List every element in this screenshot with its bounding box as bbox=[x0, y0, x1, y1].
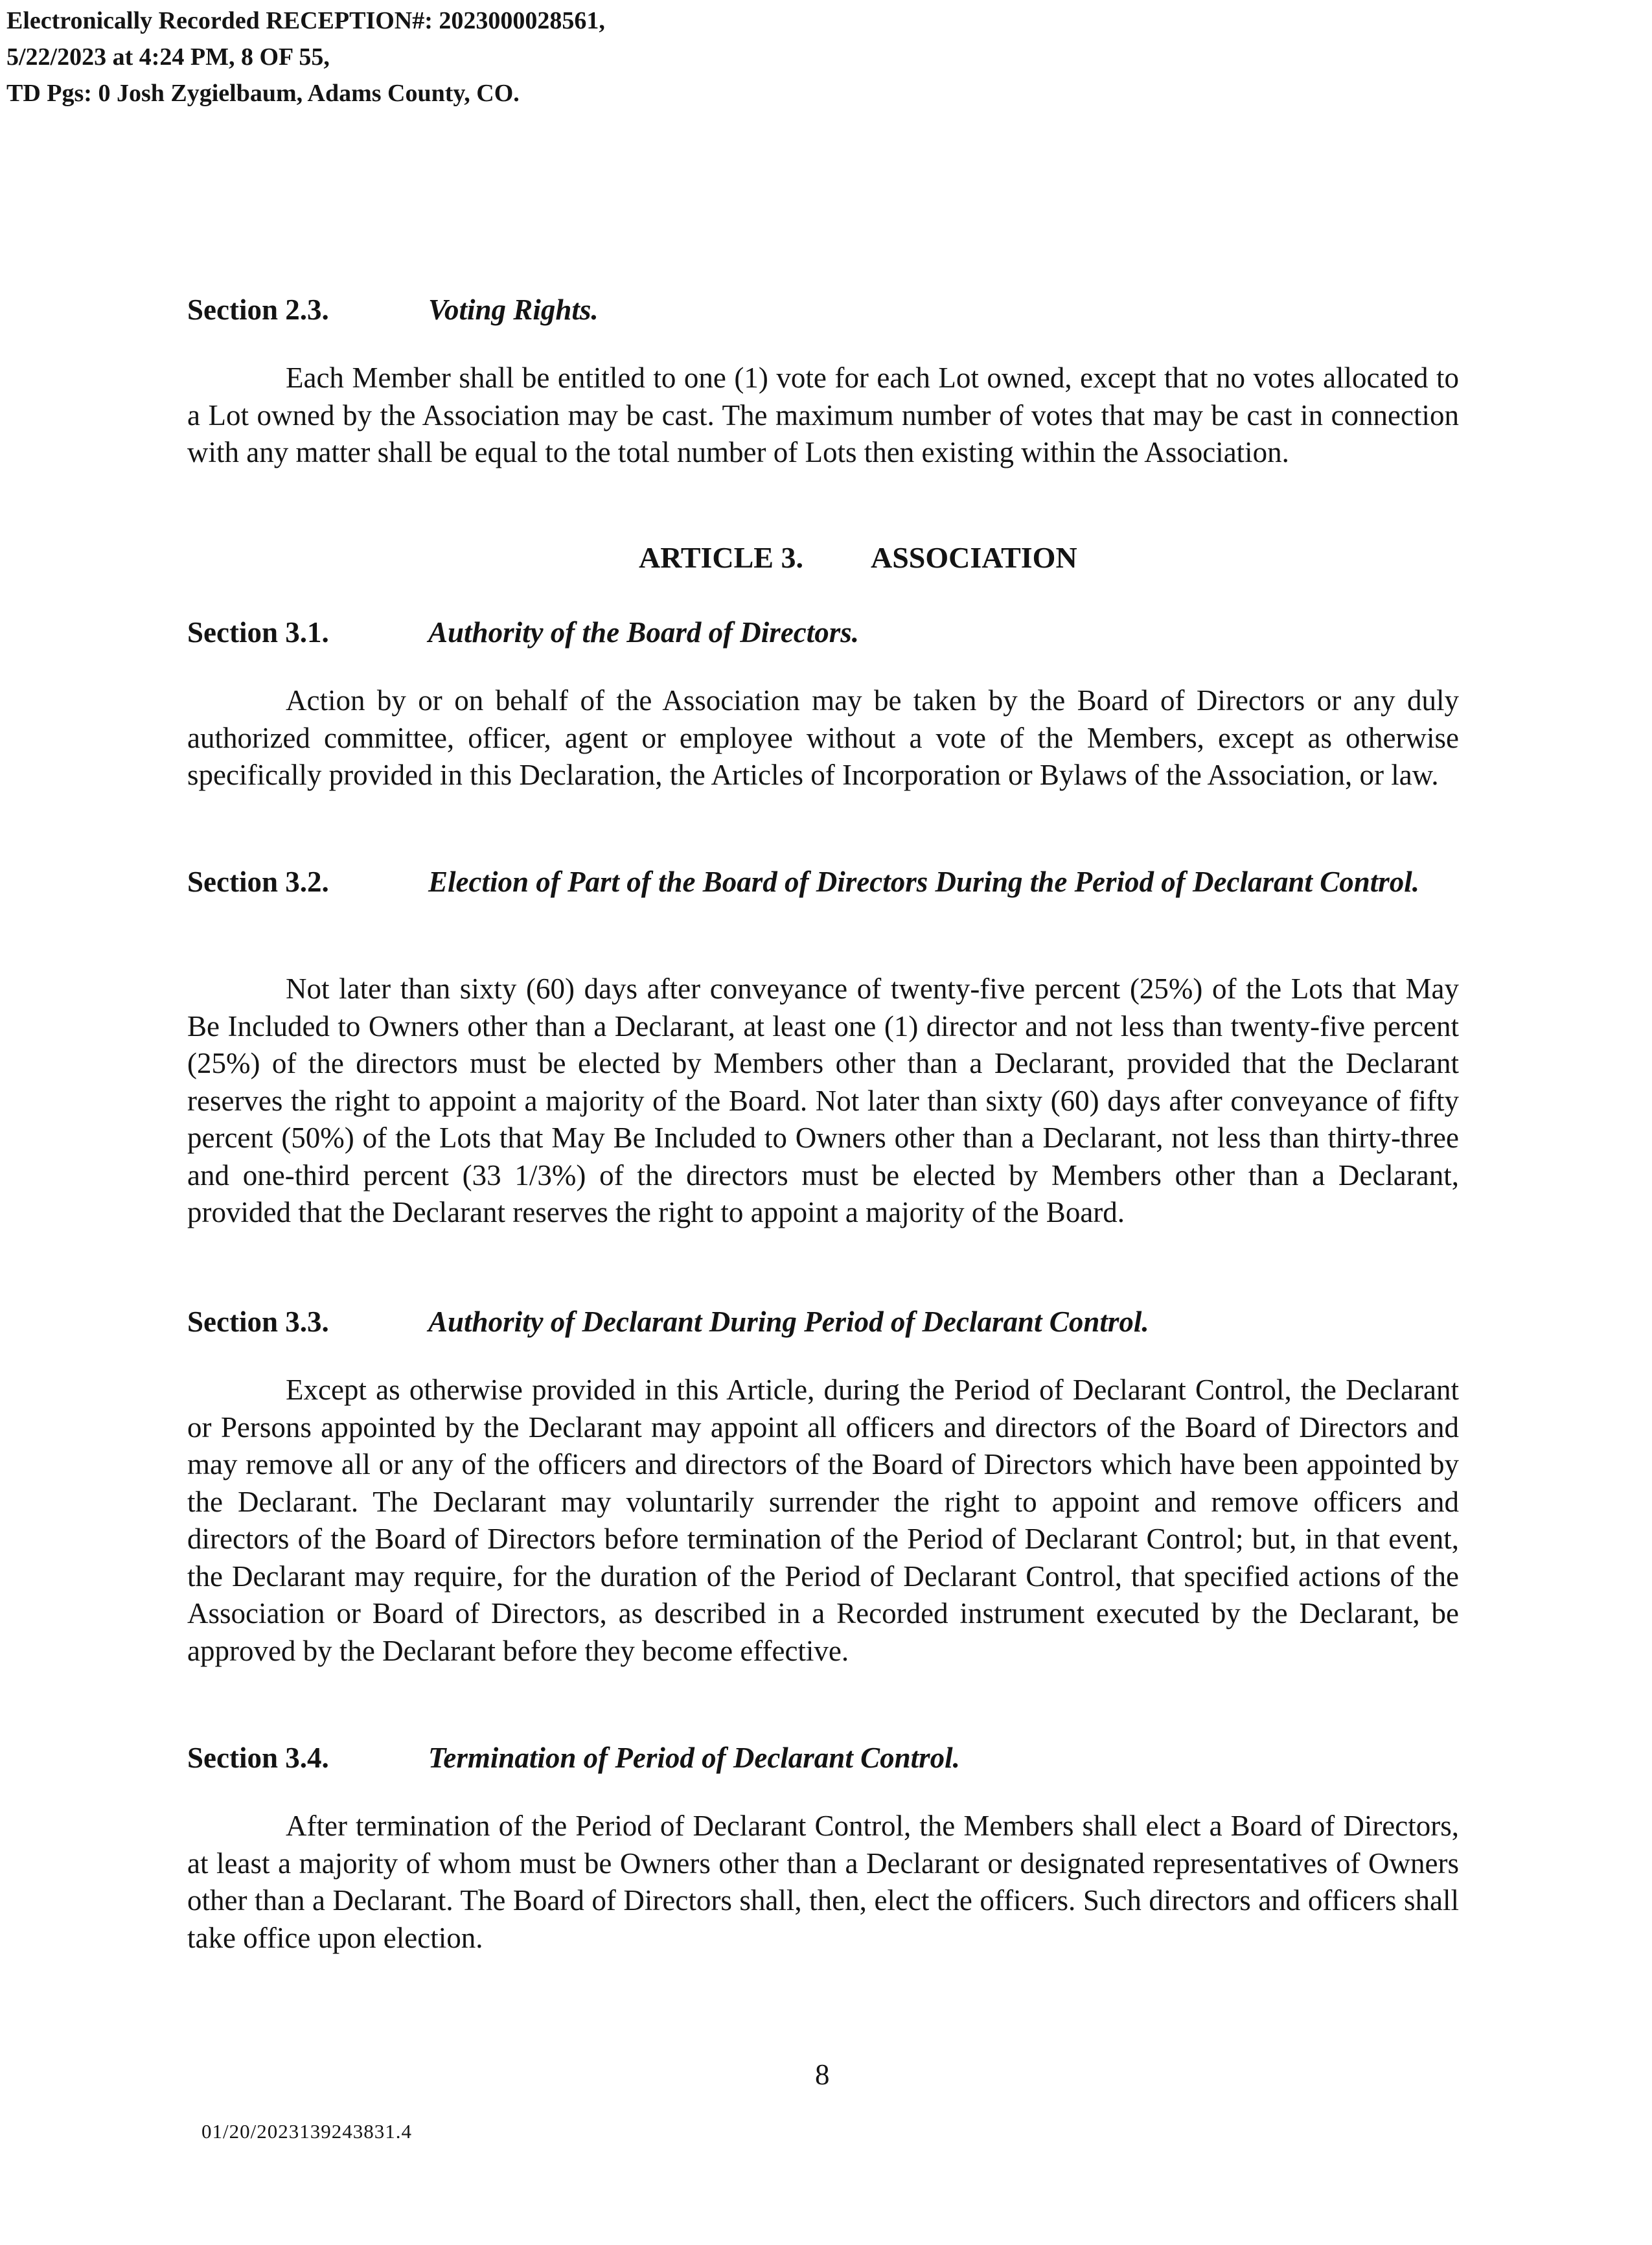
article-heading bbox=[639, 539, 1077, 577]
section-3-1-body: Action by or on behalf of the Association may be taken by the Board of Directors or any duly authorized committee, officer, agent or employee without a vote of the Members, except as otherwise specifically provided in this Declaration, the Articles of Incorporation or Bylaws of the Association, or law. bbox=[187, 684, 1459, 791]
article-title: ASSOCIATION bbox=[871, 541, 1077, 574]
section-number: Section 3.1. bbox=[187, 616, 329, 649]
section-2-3-body: Each Member shall be entitled to one (1) vote for each Lot owned, except that no votes allocated to a Lot owned by the Association may be cast. The maximum number of votes that may be cast in connection with any matter shall be equal to the total number of Lots then existing within the Association. bbox=[187, 362, 1459, 468]
section-title: Election of Part of the Board of Directors During the Period of Declarant Control. bbox=[428, 866, 1420, 898]
section-3-3-body: Except as otherwise provided in this Article, during the Period of Declarant Control, the Declarant or Persons appointed by the Declarant may appoint all officers and directors of the Board of Directors and may remove all or any of the officers and directors of the Board of Directors which have been appointed by the Declarant. The Declarant may voluntarily surrender the right to appoint and remove officers and directors of the Board of Directors before termination of the Period of Declarant Control; but, in that event, the Declarant may require, for the duration of the Period of Declarant Control, that specified actions of the Association or Board of Directors, as described in a Recorded instrument executed by the Declarant, be approved by the Declarant before they become effective. bbox=[187, 1374, 1459, 1667]
recording-stamp-line-2: 5/22/2023 at 4:24 PM, 8 OF 55, bbox=[6, 43, 330, 71]
section-title: Authority of Declarant During Period of Declarant Control. bbox=[428, 1306, 1149, 1338]
document-id: 01/20/2023139243831.4 bbox=[201, 2120, 412, 2143]
section-number: Section 2.3. bbox=[187, 294, 329, 326]
page-number: 8 bbox=[815, 2058, 830, 2091]
recording-stamp-line-3: TD Pgs: 0 Josh Zygielbaum, Adams County, CO. bbox=[6, 80, 520, 107]
recording-stamp bbox=[6, 3, 605, 111]
recording-stamp-line-1: Electronically Recorded RECEPTION#: 2023000028561, bbox=[6, 7, 605, 34]
section-title: Authority of the Board of Directors. bbox=[428, 616, 860, 649]
section-number: Section 3.2. bbox=[187, 866, 329, 898]
section-number: Section 3.4. bbox=[187, 1742, 329, 1774]
section-3-2-body: Not later than sixty (60) days after conveyance of twenty-five percent (25%) of the Lots that May Be Included to Owners other than a Declarant, at least one (1) director and not less than twenty-five percent (25%) of the directors must be elected by Members other than a Declarant, provided that the Declarant reserves the right to appoint a majority of the Board. Not later than sixty (60) days after conveyance of fifty percent (50%) of the Lots that May Be Included to Owners other than a Declarant, not less than thirty-three and one-third percent (33 1/3%) of the directors must be elected by Members other than a Declarant, provided that the Declarant reserves the right to appoint a majority of the Board. bbox=[187, 973, 1459, 1228]
section-title: Voting Rights. bbox=[428, 294, 599, 326]
section-3-4-body: After termination of the Period of Declarant Control, the Members shall elect a Board of Directors, at least a majority of whom must be Owners other than a Declarant or designated representatives of Owners other than a Declarant. The Board of Directors shall, then, elect the officers. Such directors and officers shall take office upon election. bbox=[187, 1810, 1459, 1954]
section-number: Section 3.3. bbox=[187, 1306, 329, 1338]
article-label: ARTICLE 3. bbox=[639, 541, 803, 574]
section-title: Termination of Period of Declarant Control. bbox=[428, 1742, 960, 1774]
